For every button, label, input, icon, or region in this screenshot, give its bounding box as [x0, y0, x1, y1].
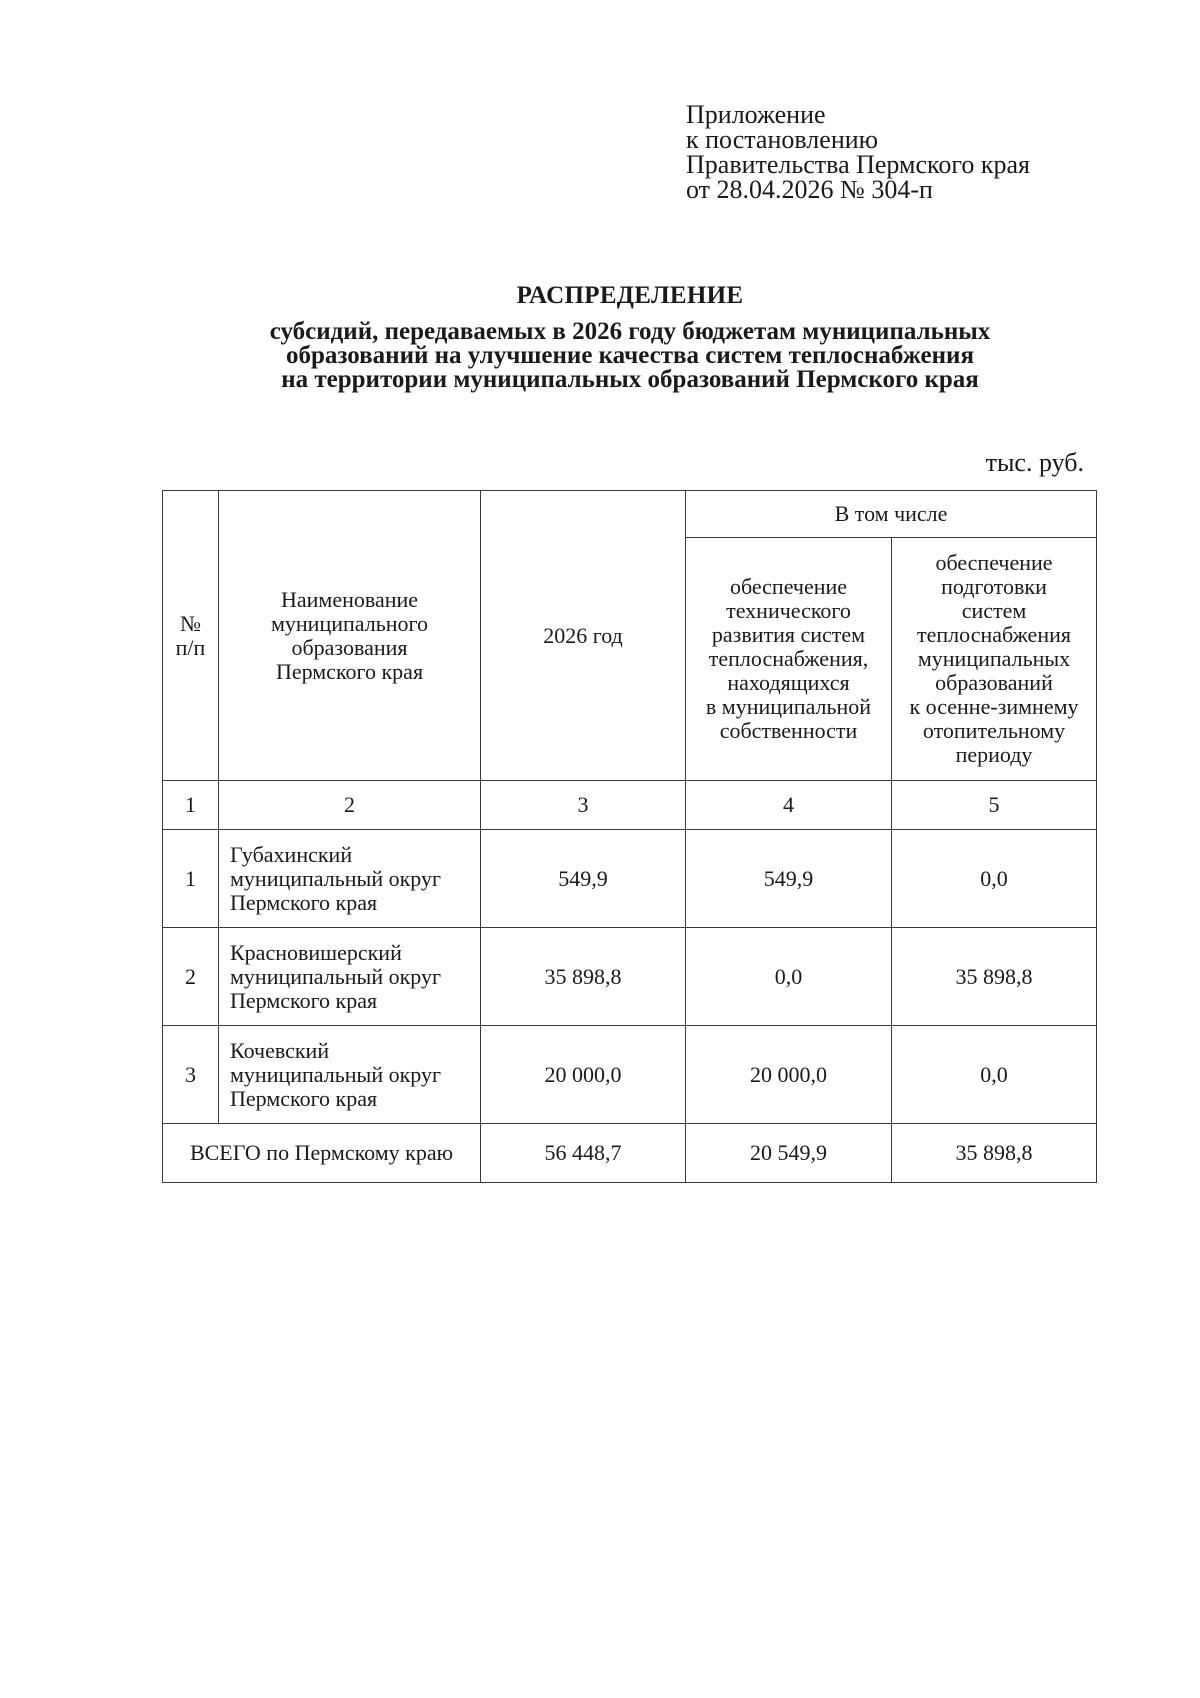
- row-num: 3: [163, 1026, 219, 1124]
- unit-label: тыс. руб.: [985, 448, 1084, 477]
- total-label: ВСЕГО по Пермскому краю: [163, 1124, 481, 1183]
- total-col4: 20 549,9: [686, 1124, 892, 1183]
- header-num: № п/п: [163, 491, 219, 781]
- column-number: 3: [481, 781, 686, 830]
- row-year: 35 898,8: [481, 928, 686, 1026]
- column-number: 2: [219, 781, 481, 830]
- table-row: [163, 1026, 1097, 1124]
- header-year: 2026 год: [481, 491, 686, 781]
- subtitle-line: на территории муниципальных образований Пермского края: [281, 366, 979, 393]
- appendix-line: к постановлению: [686, 125, 879, 154]
- header-name: Наименование муниципального образования Пермского края: [219, 491, 481, 781]
- row-num: 2: [163, 928, 219, 1026]
- appendix-line: Правительства Пермского края: [686, 150, 1030, 179]
- total-year: 56 448,7: [481, 1124, 686, 1183]
- row-name: Красновишерский муниципальный округ Пермского края: [219, 928, 481, 1026]
- row-col5: 35 898,8: [892, 928, 1097, 1026]
- header-col5: обеспечение подготовки систем теплоснабжения муниципальных образований к осенне-зимнему отопительному периоду: [892, 538, 1097, 781]
- distribution-table: [162, 490, 1097, 1183]
- total-col5: 35 898,8: [892, 1124, 1097, 1183]
- row-num: 1: [163, 830, 219, 928]
- header-including: В том числе: [686, 491, 1097, 538]
- row-col4: 20 000,0: [686, 1026, 892, 1124]
- row-col4: 0,0: [686, 928, 892, 1026]
- column-number: 5: [892, 781, 1097, 830]
- column-number: 1: [163, 781, 219, 830]
- row-col5: 0,0: [892, 830, 1097, 928]
- column-number-row: [163, 781, 1097, 830]
- row-year: 20 000,0: [481, 1026, 686, 1124]
- appendix-block: [686, 102, 1030, 202]
- table-row: [163, 928, 1097, 1026]
- document-title: РАСПРЕДЕЛЕНИЕ: [516, 282, 744, 309]
- row-col4: 549,9: [686, 830, 892, 928]
- column-number: 4: [686, 781, 892, 830]
- header-col4: обеспечение технического развития систем теплоснабжения, находящихся в муниципальной собственности: [686, 538, 892, 781]
- row-year: 549,9: [481, 830, 686, 928]
- appendix-line: Приложение: [686, 100, 826, 129]
- subtitle-line: образований на улучшение качества систем теплоснабжения: [286, 342, 974, 369]
- row-name: Губахинский муниципальный округ Пермского края: [219, 830, 481, 928]
- table-row: [163, 830, 1097, 928]
- row-name: Кочевский муниципальный округ Пермского края: [219, 1026, 481, 1124]
- document-subtitle: [0, 320, 1200, 392]
- subtitle-line: субсидий, передаваемых в 2026 году бюджетам муниципальных: [269, 318, 991, 345]
- total-row: [163, 1124, 1097, 1183]
- header-row: [163, 491, 1097, 538]
- appendix-line: от 28.04.2026 № 304-п: [686, 175, 933, 204]
- row-col5: 0,0: [892, 1026, 1097, 1124]
